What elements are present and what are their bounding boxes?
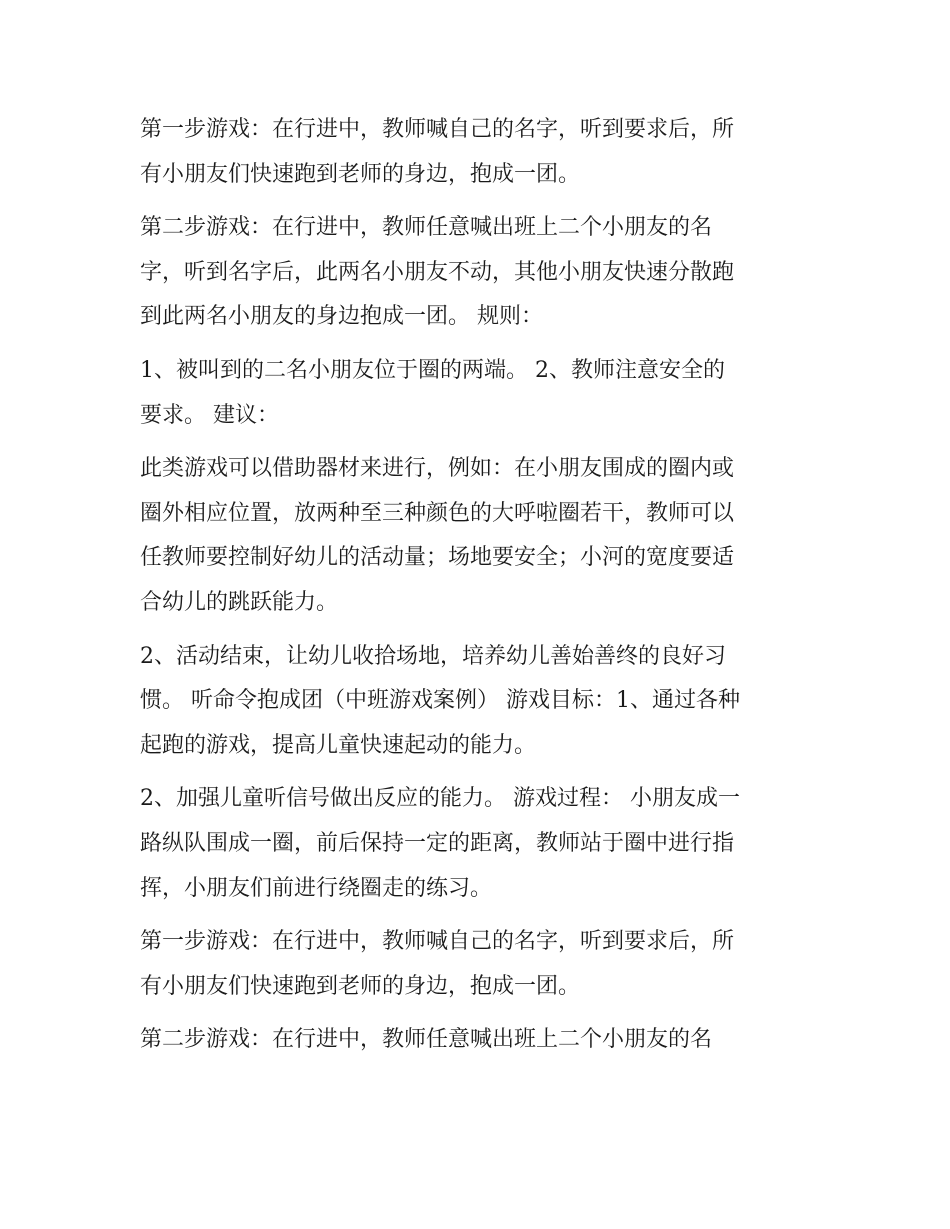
paragraph: [140, 108, 815, 197]
paragraph: [140, 635, 815, 769]
paragraph: [140, 447, 815, 625]
text-line: 第二步游戏：在行进中，教师任意喊出班上二个小朋友的名: [140, 215, 713, 241]
paragraph: [140, 1018, 815, 1063]
text-line: 圈外相应位置，放两种至三种颜色的大呼啦圈若干，教师可以: [140, 500, 735, 526]
text-line: 1、被叫到的二名小朋友位于圈的两端。 2、教师注意安全的: [140, 357, 725, 383]
text-line: 有小朋友们快速跑到老师的身边，抱成一团。: [140, 161, 581, 187]
text-line: 要求。 建议：: [140, 402, 279, 428]
text-line: 此类游戏可以借助器材来进行，例如：在小朋友围成的圈内或: [140, 456, 735, 482]
text-line: 惯。 听命令抱成团（中班游戏案例） 游戏目标：1、通过各种: [140, 688, 740, 714]
text-line: 2、加强儿童听信号做出反应的能力。 游戏过程： 小朋友成一: [140, 786, 740, 812]
paragraph: [140, 349, 815, 438]
paragraph: [140, 206, 815, 340]
text-line: 第二步游戏：在行进中，教师任意喊出班上二个小朋友的名: [140, 1027, 713, 1053]
text-line: 字，听到名字后，此两名小朋友不动，其他小朋友快速分散跑: [140, 259, 735, 285]
text-line: 挥，小朋友们前进行绕圈走的练习。: [140, 875, 493, 901]
text-line: 起跑的游戏，提高儿童快速起动的能力。: [140, 732, 537, 758]
text-line: 有小朋友们快速跑到老师的身边，抱成一团。: [140, 973, 581, 999]
text-line: 第一步游戏：在行进中，教师喊自己的名字，听到要求后，所: [140, 117, 735, 142]
text-line: 任教师要控制好幼儿的活动量；场地要安全；小河的宽度要适: [140, 545, 735, 571]
text-line: 路纵队围成一圈，前后保持一定的距离，教师站于圈中进行指: [140, 830, 735, 856]
body-text: [140, 108, 815, 1063]
paragraph: [140, 777, 815, 911]
paragraph: [140, 920, 815, 1009]
text-line: 2、活动结束，让幼儿收拾场地，培养幼儿善始善终的良好习: [140, 643, 726, 669]
text-line: 合幼儿的跳跃能力。: [140, 589, 339, 615]
text-line: 到此两名小朋友的身边抱成一团。 规则：: [140, 304, 543, 330]
text-line: 第一步游戏：在行进中，教师喊自己的名字，听到要求后，所: [140, 929, 735, 955]
